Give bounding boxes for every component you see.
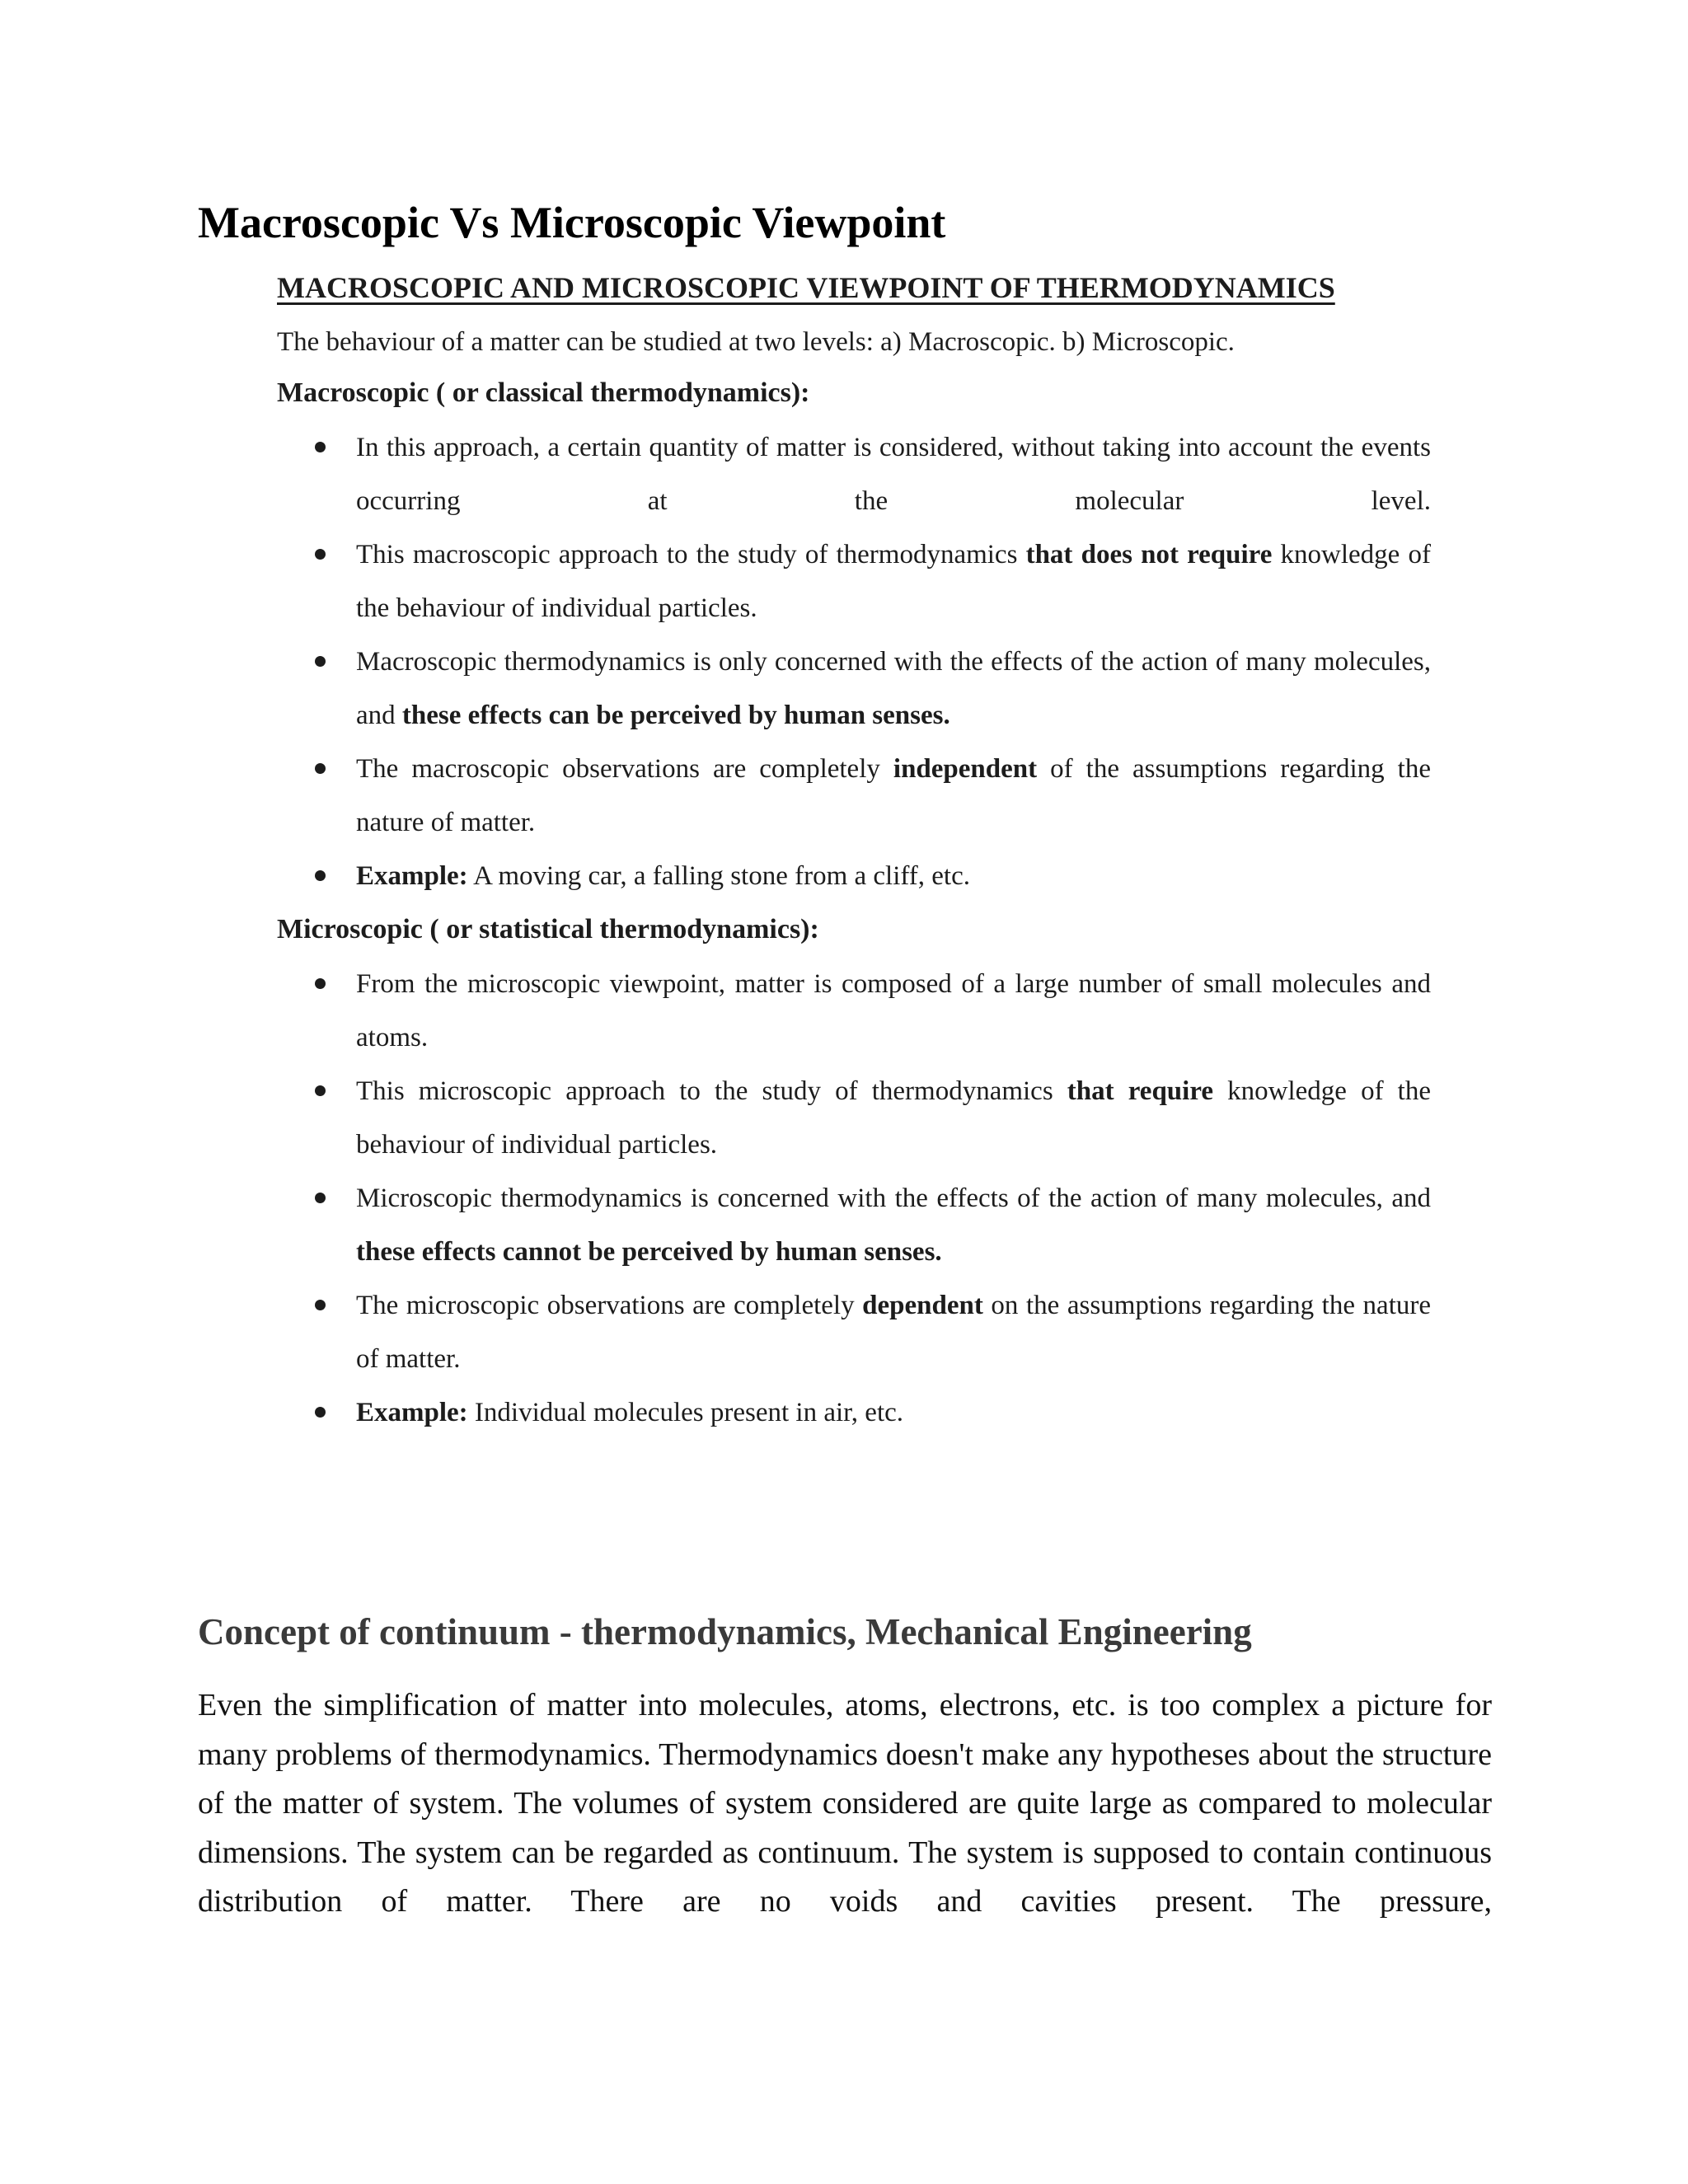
list-item: Example: Individual molecules present in air, etc. (277, 1386, 1431, 1440)
macroscopic-heading: Macroscopic ( or classical thermodynamics): (277, 377, 810, 408)
list-item: From the microscopic viewpoint, matter is composed of a large number of small molecules and atoms. (277, 958, 1431, 1065)
bullet-icon (315, 763, 326, 774)
bullet-icon (315, 978, 326, 989)
continuum-paragraph: Even the simplification of matter into molecules, atoms, electrons, etc. is too complex a picture for many problems of thermodynamics. Thermodynamics doesn't make any hypotheses about the structure of the matter of system. The volumes of system considered are quite large as compared to molecular dimensions. The system can be regarded as continuum. The system is supposed to contain continuous distribution of matter. There are no voids and cavities present. The pressure, (198, 1688, 1492, 1919)
microscopic-list (277, 958, 1431, 1440)
bullet-icon (315, 1407, 326, 1418)
bullet-icon (315, 1193, 326, 1203)
page-title: Macroscopic Vs Microscopic Viewpoint (198, 198, 946, 247)
scan-intro: The behaviour of a matter can be studied at two levels: a) Macroscopic. b) Microscopic. (277, 327, 1235, 357)
list-item: This microscopic approach to the study of thermodynamics that require knowledge of the behaviour of individual particles. (277, 1065, 1431, 1172)
bullet-icon (315, 1085, 326, 1096)
list-item: Macroscopic thermodynamics is only concerned with the effects of the action of many molecules, and these effects can be perceived by human senses. (277, 635, 1431, 743)
macroscopic-list (277, 421, 1431, 903)
bullet-icon (315, 549, 326, 560)
bullet-icon (315, 870, 326, 881)
scan-heading: MACROSCOPIC AND MICROSCOPIC VIEWPOINT OF THERMODYNAMICS (277, 271, 1335, 304)
list-item: Microscopic thermodynamics is concerned with the effects of the action of many molecules, and these effects cannot be perceived by human senses. (277, 1172, 1431, 1279)
list-item: Example: A moving car, a falling stone from a cliff, etc. (277, 850, 1431, 903)
list-item: The microscopic observations are completely dependent on the assumptions regarding the nature of matter. (277, 1279, 1431, 1386)
continuum-section-title: Concept of continuum - thermodynamics, Mechanical Engineering (198, 1611, 1252, 1652)
bullet-icon (315, 656, 326, 667)
scanned-figure (277, 268, 1431, 1440)
microscopic-heading: Microscopic ( or statistical thermodynamics): (277, 914, 819, 944)
list-item: The macroscopic observations are completely independent of the assumptions regarding the nature of matter. (277, 743, 1431, 850)
bullet-icon (315, 442, 326, 452)
list-item: This macroscopic approach to the study of thermodynamics that does not require knowledge of the behaviour of individual particles. (277, 528, 1431, 635)
bullet-icon (315, 1300, 326, 1310)
list-item: In this approach, a certain quantity of matter is considered, without taking into account the events occurring at the molecular level. (277, 421, 1431, 528)
